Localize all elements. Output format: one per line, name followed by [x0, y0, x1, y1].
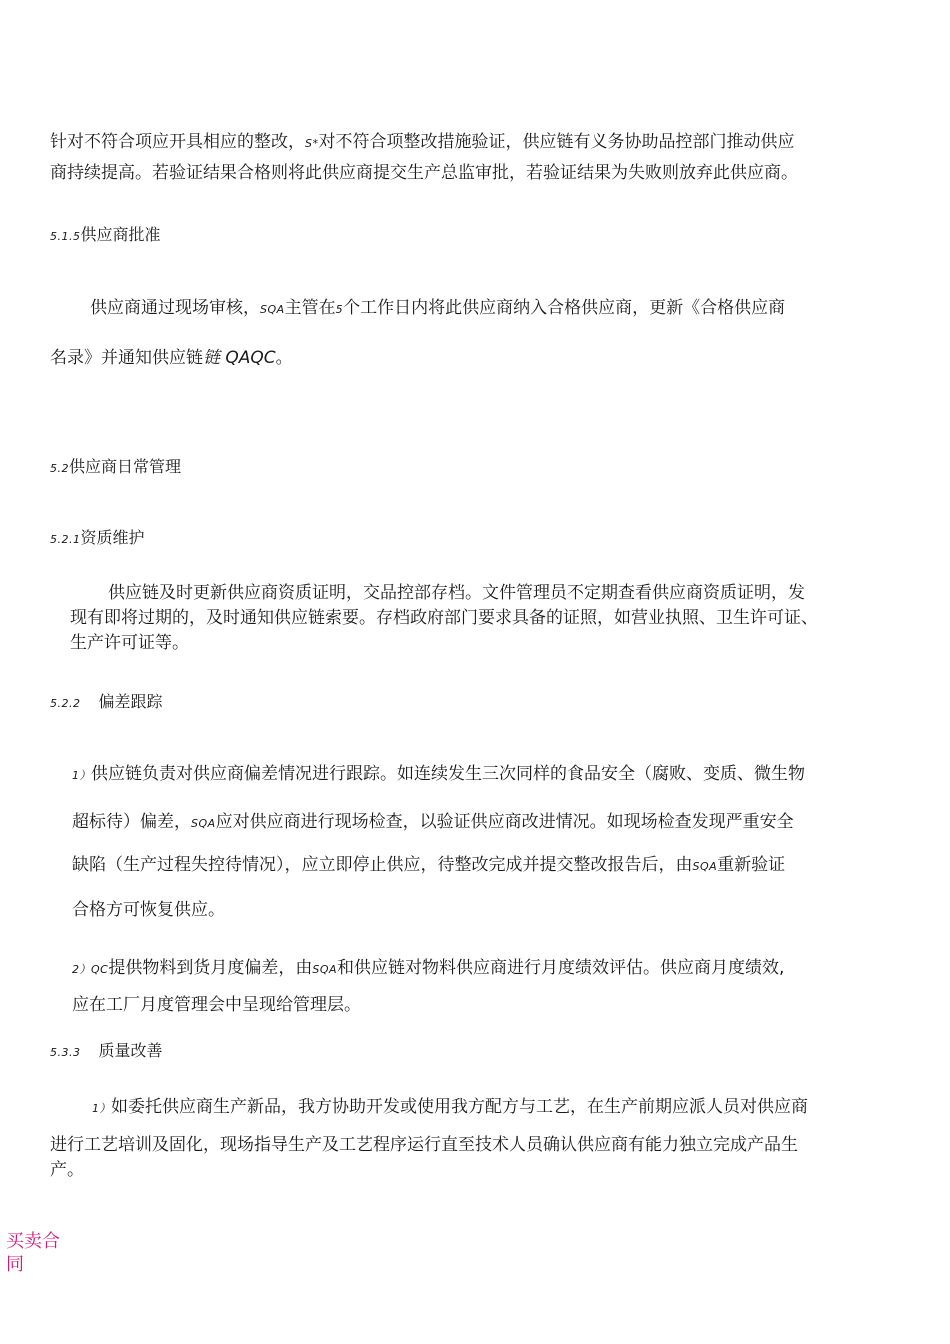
approval-line-1: 供应商通过现场审核，SQA主管在5个工作日内将此供应商纳入合格供应商，更新《合格供应商 [90, 298, 786, 318]
deviation-item-1-line-3: 缺陷（生产过程失控待情况），应立即停止供应，待整改完成并提交整改报告后，由SQA重新验证 [72, 855, 786, 875]
improvement-item-1-line-1: 1）如委托供应商生产新品，我方协助开发或使用我方配方与工艺，在生产前期应派人员对供应商 [92, 1097, 808, 1117]
intro-line-2: 商持续提高。若验证结果合格则将此供应商提交生产总监审批，若验证结果为失败则放弃此供应商。 [50, 163, 798, 183]
deviation-item-1-line-1: 1）供应链负责对供应商偏差情况进行跟踪。如连续发生三次同样的食品安全（腐败、变质、微生物 [72, 764, 805, 784]
approval-line-2: 名录》并通知供应链链 QAQC。 [50, 348, 293, 368]
improvement-item-1-line-3: 产。 [50, 1160, 84, 1180]
heading-5-1-5: 5.1.5供应商批准 [50, 225, 161, 244]
deviation-item-1-line-4: 合格方可恢复供应。 [72, 900, 225, 920]
qualification-line-3: 生产许可证等。 [70, 633, 189, 653]
deviation-item-2-line-1: 2）QC提供物料到货月度偏差，由SQA和供应链对物料供应商进行月度绩效评估。供应商月度绩效, [72, 958, 785, 978]
heading-5-2-2: 5.2.2 偏差跟踪 [50, 692, 163, 711]
deviation-item-2-line-2: 应在工厂月度管理会中呈现给管理层。 [72, 995, 361, 1015]
deviation-item-1-line-2: 超标待）偏差，SQA应对供应商进行现场检查，以验证供应商改进情况。如现场检查发现严重安全 [72, 812, 794, 832]
heading-5-3-3: 5.3.3 质量改善 [50, 1041, 163, 1060]
heading-5-2-1: 5.2.1资质维护 [50, 528, 145, 547]
qualification-line-1: 供应链及时更新供应商资质证明，交品控部存档。文件管理员不定期查看供应商资质证明，发 [108, 583, 805, 603]
improvement-item-1-line-2: 进行工艺培训及固化，现场指导生产及工艺程序运行直至技术人员确认供应商有能力独立完成产品生 [50, 1135, 798, 1155]
watermark-text: 买卖合同 [6, 1231, 60, 1275]
qualification-line-2: 现有即将过期的，及时通知供应链索要。存档政府部门要求具备的证照，如营业执照、卫生许可证、 [70, 608, 818, 628]
heading-5-2: 5.2供应商日常管理 [50, 457, 182, 476]
intro-line-1: 针对不符合项应开具相应的整改，S*对不符合项整改措施验证，供应链有义务协助品控部门推动供应 [50, 132, 795, 152]
